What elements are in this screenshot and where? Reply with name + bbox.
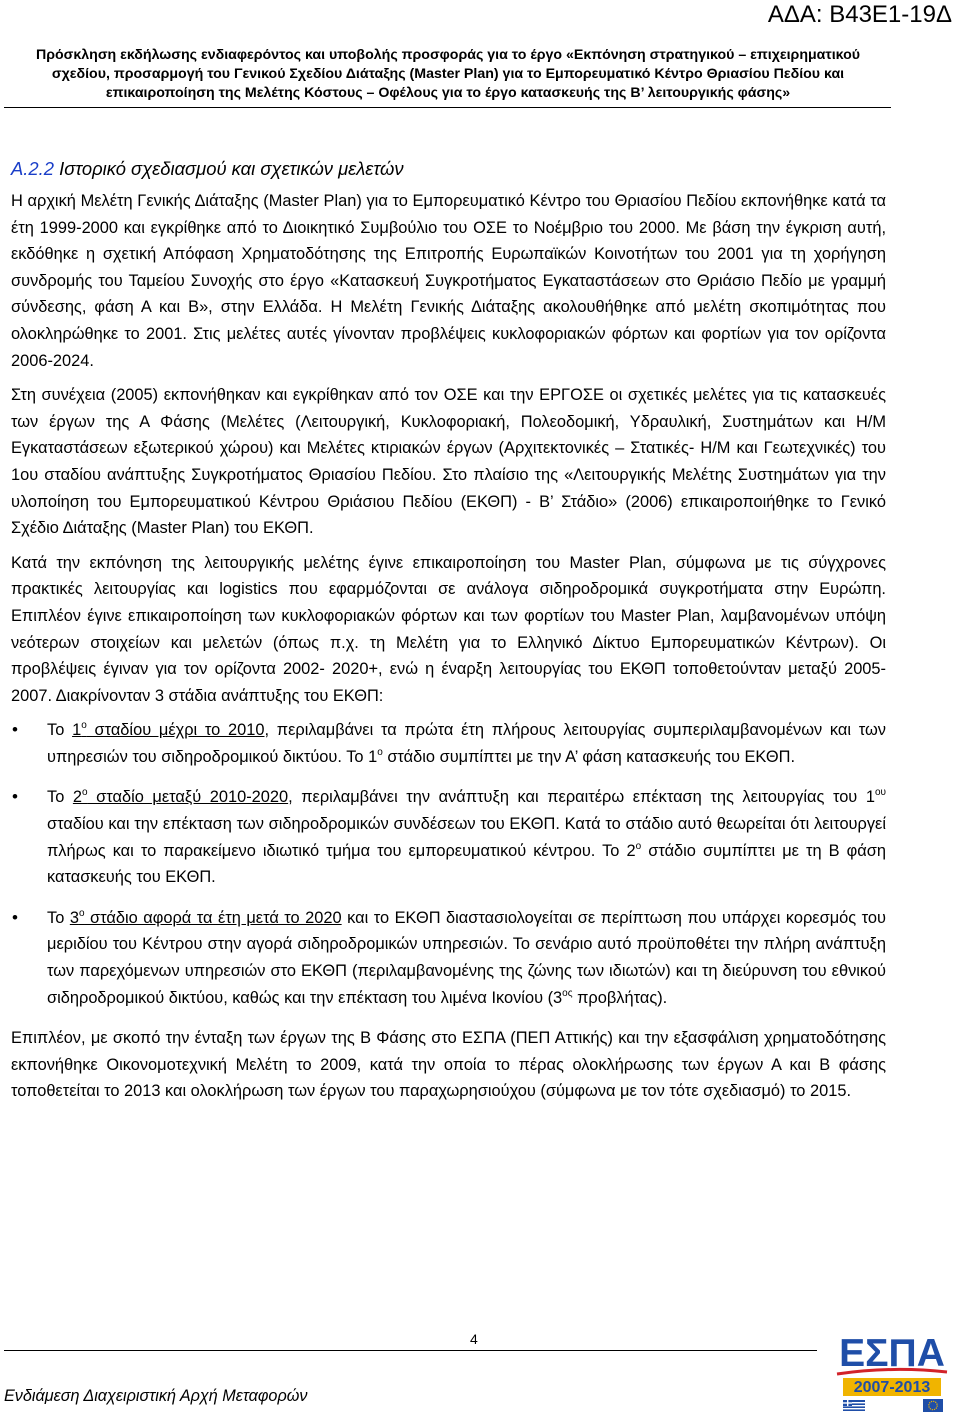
list-item bbox=[11, 905, 886, 1011]
stage-number: 3 bbox=[69, 908, 79, 927]
paragraph: Κατά την εκπόνηση της λειτουργικής μελέτης έγινε επικαιροποίηση του Master Plan, σύμφωνα με τις σύγχρονες πρακτικές λειτουργίας και logistics που εφαρμόζονται σε ανάλογα σιδηροδρομικά συγκροτήματα στην Ευρώπη. Επιπλέον έγινε επικαιροποίηση των κυκλοφοριακών φόρτων και των φορτίων του Master Plan, λαμβανομένων υπόψη νεότερων στοιχείων και μελετών (όπως π.χ. τη Μελέτη για το Ελληνικό Δίκτυο Εμπορευματικών Κέντρων). Οι προβλέψεις έγιναν για τον ορίζοντα 2002- 2020+, ενώ η έναρξη λειτουργίας του ΕΚΘΠ τοποθετούνταν μεταξύ 2005-2007. Διακρίνονταν 3 στάδια ανάπτυξης του ΕΚΘΠ: bbox=[11, 553, 886, 705]
bullet-underlined bbox=[73, 788, 288, 806]
header-divider bbox=[4, 107, 891, 108]
espa-logo bbox=[829, 1326, 955, 1413]
document-header bbox=[4, 46, 892, 103]
paragraph: Η αρχική Μελέτη Γενικής Διάταξης (Master Plan) για το Εμπορευματικό Κέντρο του Θριασίου Πεδίου εκπονήθηκε κατά τα έτη 1999-2000 και εγκρίθηκε από το Διοικητικό Συμβούλιο του ΟΣΕ το Νοέμβριο του 2000. Με βάση την έγκριση αυτή, εκδόθηκε η σχετική Απόφαση Χρηματοδότησης της Επιτροπής Ευρωπαϊκών Κοινοτήτων του 2001 για τη χορήγηση συνδρομής του Ταμείου Συνοχής στο έργο «Κατασκευή Συγκροτήματος Εγκαταστάσεων στο Θριάσιο Πεδίο με γραμμή σύνδεσης, φάση Α και Β», στην Ελλάδα. Η Μελέτη Γενικής Διάταξης ακολουθήθηκε από μελέτη σκοπιμότητας που ολοκληρώθηκε το 2001. Στις μελέτες αυτές γίνονταν προβλέψεις κυκλοφοριακών φόρτων και φορτίων για τον ορίζοντα 2006-2024. bbox=[11, 192, 886, 370]
paragraph: Επιπλέον, με σκοπό την ένταξη των έργων της Β Φάσης στο ΕΣΠΑ (ΠΕΠ Αττικής) και την εξασφάλιση χρηματοδότησης εκπονήθηκε Οικονομοτεχνική Μελέτη το 2009, κατά την οποία το πέρας ολοκλήρωσης των έργων Α και Β φάσης τοποθετείται το 2013 και ολοκλήρωση των έργων του παραχωρησιούχου (σύμφωνα με τον τότε σχεδιασμό) το 2015. bbox=[11, 1029, 886, 1101]
footer-divider bbox=[4, 1350, 817, 1351]
stage-number: 1 bbox=[72, 721, 82, 740]
bullet-text: Το bbox=[47, 721, 73, 740]
section-number: Α.2.2 bbox=[11, 158, 54, 179]
bullet-icon: • bbox=[12, 907, 18, 927]
page-number: 4 bbox=[470, 1331, 478, 1347]
ordinal-suffix: ο bbox=[78, 907, 85, 919]
logo-years: 2007-2013 bbox=[853, 1379, 931, 1396]
bullet-text: και το ΕΚΘΠ διαστασιολογείται σε περίπτωση που υπάρχει κορεσμός του μεριδίου του Κέντρου στην αγορά σιδηροδρομικών υπηρεσιών. Το σενάριο αυτό προϋποθέτει την πλήρη ανάπτυξη των παρεχόμενων υπηρεσιών στο ΕΚΘΠ (περιλαμβανομένης της ζώνης των ιδιωτών) και τη διεύρυνση του εθνικού σιδηροδρομικού δικτύου, καθώς και την επέκταση του λιμένα Ικονίου (3 bbox=[47, 908, 886, 1007]
bullet-icon: • bbox=[12, 720, 18, 740]
bullet-icon: • bbox=[12, 787, 18, 807]
eu-flag-icon bbox=[923, 1399, 943, 1412]
header-line: Πρόσκληση εκδήλωσης ενδιαφερόντος και υποβολής προσφοράς για το έργο «Εκπόνηση στρατηγικού – επιχειρηματικού bbox=[35, 47, 861, 63]
ordinal-suffix: ο bbox=[81, 720, 87, 732]
authority-name: Ενδιάμεση Διαχειριστική Αρχή Μεταφορών bbox=[4, 1387, 308, 1405]
header-line: επικαιροποίηση της Μελέτης Κόστους – Οφέλους για το έργο κατασκευής της Β’ λειτουργικής φάσης» bbox=[105, 85, 791, 101]
bullet-text: στάδιο συμπίπτει με τη Β φάση κατασκευής του ΕΚΘΠ. bbox=[47, 841, 886, 887]
section-heading bbox=[11, 152, 886, 186]
ordinal-suffix: ος bbox=[562, 987, 573, 999]
ordinal-suffix: ο bbox=[635, 840, 642, 852]
bullet-text: Το bbox=[47, 788, 73, 807]
bullet-text: , περιλαμβάνει την ανάπτυξη και περαιτέρω επέκταση της λειτουργίας του 1 bbox=[288, 788, 875, 807]
bullet-underlined bbox=[70, 909, 342, 927]
greek-flag-icon bbox=[843, 1400, 865, 1411]
ordinal-suffix: ου bbox=[874, 787, 886, 799]
stage-period: σταδίου μέχρι το 2010 bbox=[86, 721, 265, 740]
paragraph: Στη συνέχεια (2005) εκπονήθηκαν και εγκρίθηκαν από τον ΟΣΕ και την ΕΡΓΟΣΕ οι σχετικές μελέτες για τις κατασκευές των έργων της Α Φάσης (Μελέτες (Λειτουργική, Κυκλοφοριακή, Πολεοδομική, Υδραυλική, Συστημάτων και Η/Μ Εγκαταστάσεων εξωτερικού χώρου) και Μελέτες κτιριακών έργων (Αρχιτεκτονικές – Στατικές- Η/Μ και Γεωτεχνικές) του 1ου σταδίου ανάπτυξης Συγκροτήματος Θριασίου Πεδίου. Στο πλαίσιο της «Λειτουργικής Μελέτης Συστημάτων για την υλοποίηση του Εμπορευματικού Κέντρου Θριάσιου Πεδίου (ΕΚΘΠ) - Β’ Στάδιο» (2006) επικαιροποιήθηκε το Γενικό Σχέδιο Διάταξης (Master Plan) του ΕΚΘΠ. bbox=[11, 386, 886, 538]
ordinal-suffix: ο bbox=[377, 746, 383, 758]
stages-list bbox=[11, 717, 886, 1011]
bullet-text: στάδιο συμπίπτει με την Α’ φάση κατασκευής του ΕΚΘΠ. bbox=[382, 747, 795, 766]
ordinal-suffix: ο bbox=[82, 787, 88, 799]
logo-text: ΕΣΠΑ bbox=[839, 1332, 945, 1375]
stage-number: 2 bbox=[72, 788, 83, 807]
bullet-text: προβλήτας). bbox=[572, 988, 668, 1007]
document-body bbox=[11, 152, 886, 1113]
bullet-text: Το bbox=[47, 908, 70, 927]
list-item bbox=[11, 717, 886, 770]
section-title: Ιστορικό σχεδιασμού και σχετικών μελετών bbox=[59, 158, 404, 179]
bullet-text: σταδίου και την επέκταση των σιδηροδρομικών συνδέσεων του ΕΚΘΠ. Κατά το στάδιο αυτό θεωρείται ότι λειτουργεί πλήρως και το παρακείμενο ιδιωτικό τμήμα του εμπορευματικού κέντρου. Το 2 bbox=[47, 815, 886, 860]
stage-period: στάδιο αφορά τα έτη μετά το 2020 bbox=[84, 908, 342, 927]
bullet-underlined bbox=[72, 721, 264, 739]
list-item bbox=[11, 784, 886, 890]
stage-period: σταδίο μεταξύ 2010-2020 bbox=[87, 788, 289, 807]
bullet-text: , περιλαμβάνει τα πρώτα έτη πλήρους λειτουργίας συμπεριλαμβανομένων και των υπηρεσιών του σιδηροδρομικού δικτύου. Το 1 bbox=[47, 721, 886, 766]
ada-code: ΑΔΑ: Β43Ε1-19Δ bbox=[767, 1, 952, 28]
header-line: σχεδίου, προσαρμογή του Γενικού Σχεδίου Διάταξης (Master Plan) για το Εμπορευματικό Κέντρο Θριασίου Πεδίου και bbox=[51, 66, 845, 82]
